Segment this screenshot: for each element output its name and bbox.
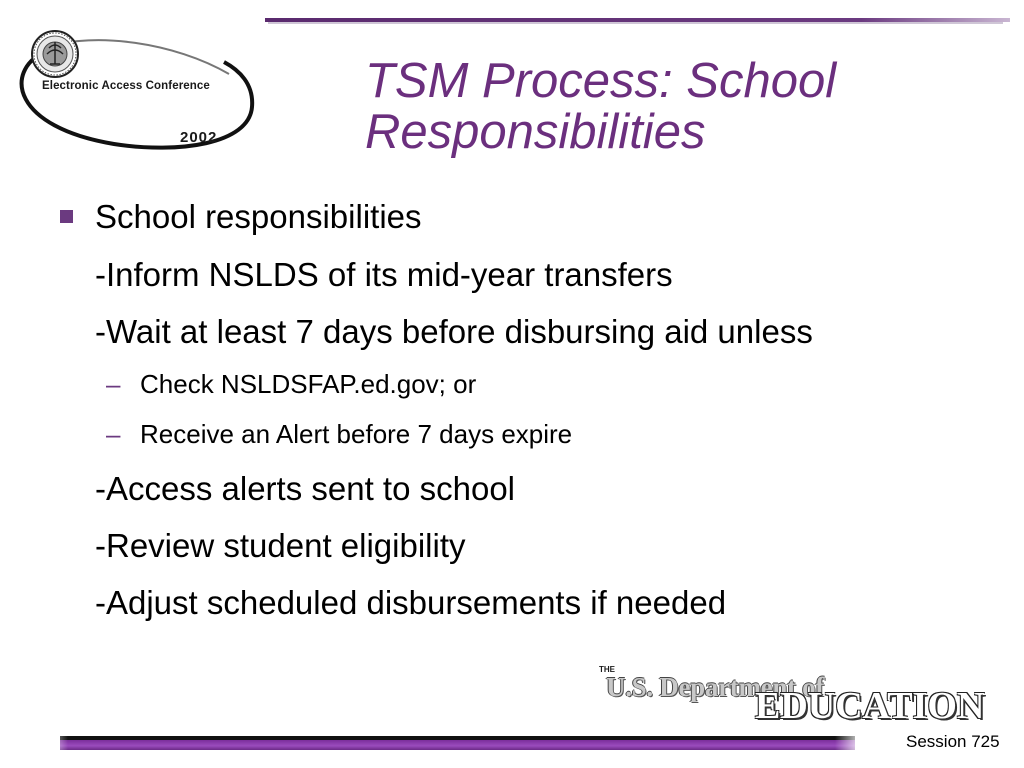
list-item: Receive an Alert before 7 days expire [140,419,573,449]
list-item: -Review student eligibility [95,527,466,564]
top-rule-shadow [268,22,1003,24]
conference-year: 2002 [180,129,218,146]
slide-title [365,56,1005,158]
doe-logo-department: U.S. Department of [606,672,825,702]
conference-logo [4,12,264,152]
list-item: -Adjust scheduled disbursements if needed [95,584,727,621]
list-item: Check NSLDSFAP.ed.gov; or [140,369,477,399]
dash-bullet-icon: – [106,369,121,399]
list-item: -Access alerts sent to school [95,470,516,507]
bottom-rule [60,736,855,750]
list-item: -Wait at least 7 days before disbursing aid unless [95,313,813,350]
doe-logo-the: THE [599,665,615,674]
dash-bullet-icon: – [106,419,121,449]
bottom-rule-fade-left [40,736,68,750]
list-item: School responsibilities [95,198,422,235]
list-item: -Inform NSLDS of its mid-year transfers [95,256,673,293]
conference-name: Electronic Access Conference [42,80,210,92]
slide-title-line1: TSM Process: School [365,54,837,108]
square-bullet-icon [60,210,73,223]
session-number: Session 725 [906,732,1000,751]
slide-title-line2: Responsibilities [365,105,706,159]
bottom-rule-fade-right [835,736,865,750]
doe-logo-education: EDUCATION [755,685,985,727]
